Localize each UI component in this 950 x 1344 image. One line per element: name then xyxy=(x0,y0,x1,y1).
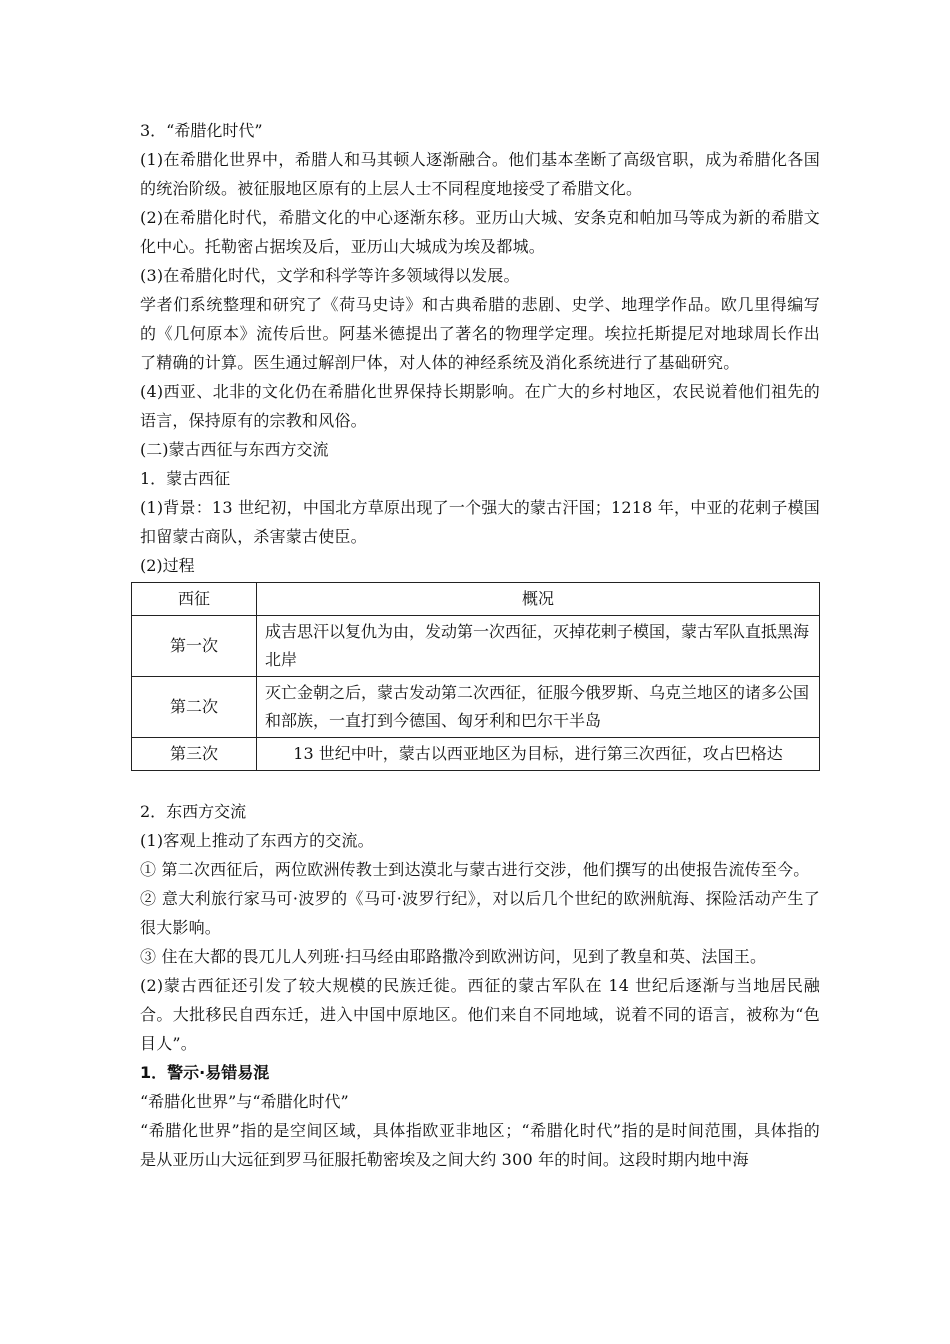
paragraph: (1)在希腊化世界中，希腊人和马其顿人逐渐融合。他们基本垄断了高级官职，成为希腊化各国的统治阶级。被征服地区原有的上层人士不同程度地接受了希腊文化。 xyxy=(140,150,820,198)
table-row xyxy=(132,738,820,771)
table-header-cell: 概况 xyxy=(257,583,820,616)
table-cell-desc: 13 世纪中叶，蒙古以西亚地区为目标，进行第三次西征，攻占巴格达 xyxy=(257,738,820,771)
table-cell-name: 第一次 xyxy=(132,616,257,677)
subsection-label: (2)过程 xyxy=(140,556,195,575)
warning-subheading: “希腊化世界”与“希腊化时代” xyxy=(140,1092,349,1111)
table-row xyxy=(132,677,820,738)
part-heading: (二)蒙古西征与东西方交流 xyxy=(140,440,329,459)
warning-text: “希腊化世界”指的是空间区域，具体指欧亚非地区；“希腊化时代”指的是时间范围，具体指的是从亚历山大远征到罗马征服托勒密埃及之间大约 300 年的时间。这段时期内地中海 xyxy=(140,1121,820,1169)
spacer xyxy=(140,771,820,797)
paragraph: (2)在希腊化时代，希腊文化的中心逐渐东移。亚历山大城、安条克和帕加马等成为新的希腊文化中心。托勒密占据埃及后，亚历山大城成为埃及都城。 xyxy=(140,208,820,256)
list-item: ① 第二次西征后，两位欧洲传教士到达漠北与蒙古进行交涉，他们撰写的出使报告流传至今。 xyxy=(140,860,810,879)
subsection-heading: 2．东西方交流 xyxy=(140,802,247,821)
table-cell-name: 第三次 xyxy=(132,738,257,771)
subsection-heading: 1．蒙古西征 xyxy=(140,469,231,488)
table-cell-desc: 成吉思汗以复仇为由，发动第一次西征，灭掉花剌子模国，蒙古军队直抵黑海北岸 xyxy=(257,616,820,677)
paragraph: (4)西亚、北非的文化仍在希腊化世界保持长期影响。在广大的乡村地区，农民说着他们祖先的语言，保持原有的宗教和风俗。 xyxy=(140,382,820,430)
paragraph: (3)在希腊化时代，文学和科学等许多领域得以发展。 xyxy=(140,266,520,285)
paragraph: (1)客观上推动了东西方的交流。 xyxy=(140,831,374,850)
document-page xyxy=(140,116,820,1174)
paragraph: (2)蒙古西征还引发了较大规模的民族迁徙。西征的蒙古军队在 14 世纪后逐渐与当地居民融合。大批移民自西东迁，进入中国中原地区。他们来自不同地域，说着不同的语言，被称为“色目人”。 xyxy=(140,976,820,1053)
list-item: ③ 住在大都的畏兀儿人列班·扫马经由耶路撒冷到欧洲访问，见到了教皇和英、法国王。 xyxy=(140,947,767,966)
table-header-row xyxy=(132,583,820,616)
paragraph: 学者们系统整理和研究了《荷马史诗》和古典希腊的悲剧、史学、地理学作品。欧几里得编写的《几何原本》流传后世。阿基米德提出了著名的物理学定理。埃拉托斯提尼对地球周长作出了精确的计算。医生通过解剖尸体，对人体的神经系统及消化系统进行了基础研究。 xyxy=(140,295,820,372)
paragraph: (1)背景：13 世纪初，中国北方草原出现了一个强大的蒙古汗国；1218 年，中亚的花剌子模国扣留蒙古商队，杀害蒙古使臣。 xyxy=(140,498,820,546)
expedition-table xyxy=(131,582,820,771)
warning-heading: 1．警示·易错易混 xyxy=(140,1063,270,1082)
list-item: ② 意大利旅行家马可·波罗的《马可·波罗行纪》，对以后几个世纪的欧洲航海、探险活动产生了很大影响。 xyxy=(140,889,820,937)
section-heading: 3．“希腊化时代” xyxy=(140,121,263,140)
table-header-cell: 西征 xyxy=(132,583,257,616)
table-row xyxy=(132,616,820,677)
table-cell-desc: 灭亡金朝之后，蒙古发动第二次西征，征服今俄罗斯、乌克兰地区的诸多公国和部族，一直打到今德国、匈牙利和巴尔干半岛 xyxy=(257,677,820,738)
table-cell-name: 第二次 xyxy=(132,677,257,738)
